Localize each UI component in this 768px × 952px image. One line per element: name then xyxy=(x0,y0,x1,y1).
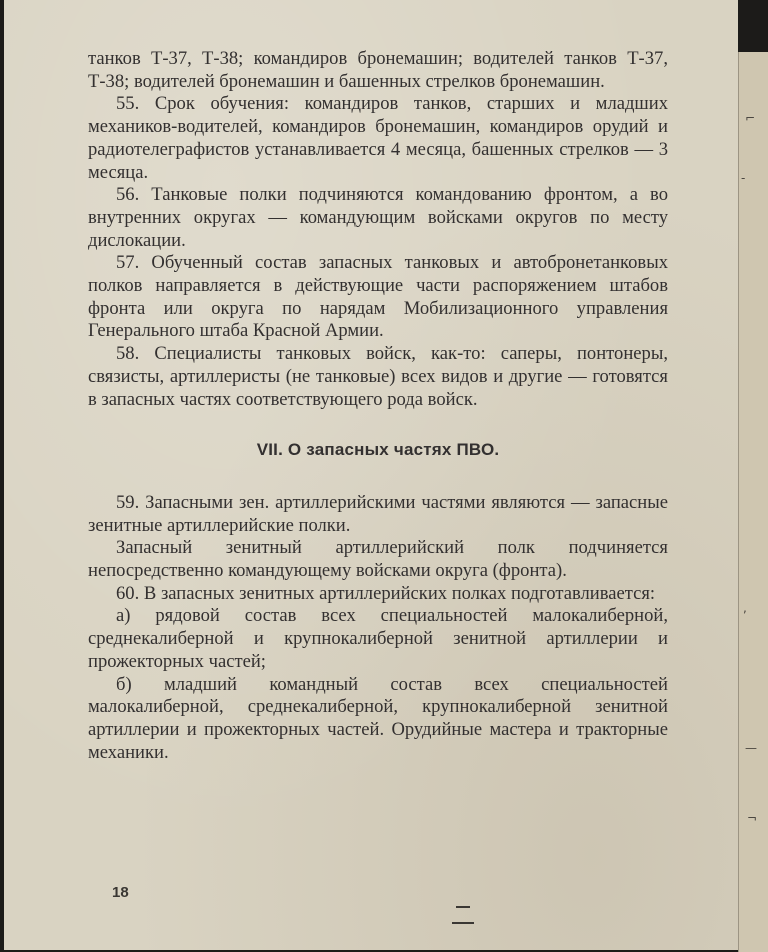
edge-mark: , xyxy=(743,601,747,615)
paragraph-57: 57. Обученный состав запасных танковых и автобронетанковых полков направляется в действующие части распоряжением штабов фронта или округа по нарядам Мобилизационного управления Генерального штаба Красной Армии. xyxy=(88,252,668,342)
paragraph-59: 59. Запасными зен. артиллерийскими частями являются — запасные зенитные артиллерийские полки. xyxy=(88,491,668,536)
paragraph-56: 56. Танковые полки подчиняются командованию фронтом, а во внутренних округах — командующим войсками округов по месту дислокации. xyxy=(88,184,668,251)
section-heading: VII. О запасных частях ПВО. xyxy=(256,440,500,460)
edge-mark: ⌐ xyxy=(745,111,756,125)
print-mark xyxy=(456,906,470,908)
paragraph-55: 55. Срок обучения: командиров танков, старших и младших механиков-водителей, командиров бронемашин, командиров орудий и радиотелеграфистов устанавливается 4 месяца, башенных стрелков — 3 месяца. xyxy=(88,93,668,183)
paragraph-continuation: танков Т-37, Т-38; командиров бронемашин; водителей танков Т-37, Т-38; водителей бронемашин и башенных стрелков бронемашин. xyxy=(88,48,668,92)
paragraph-58: 58. Специалисты танковых войск, как-то: саперы, понтонеры, связисты, артиллеристы (не танковые) всех видов и другие — готовятся в запасных частях соответствующего рода войск. xyxy=(88,343,668,410)
page-text xyxy=(88,48,668,764)
paragraph-60-a: а) рядовой состав всех специальностей малокалиберной, среднекалиберной и крупнокалиберной зенитной артиллерии и прожекторных частей; xyxy=(88,605,668,672)
edge-mark: — xyxy=(745,741,757,755)
adjacent-page-edge xyxy=(738,52,768,952)
edge-mark: ‐ xyxy=(741,171,746,185)
paragraph-59-cont: Запасный зенитный артиллерийский полк подчиняется непосредственно командующему войсками округа (фронта). xyxy=(88,537,668,582)
page-number: 18 xyxy=(112,884,129,901)
paragraph-60: 60. В запасных зенитных артиллерийских полках подготавливается: xyxy=(116,582,656,604)
paragraph-60-b: б) младший командный состав всех специальностей малокалиберной, среднекалиберной, крупнокалиберной зенитной артиллерии и прожекторных частей. Орудийные мастера и тракторные механики. xyxy=(88,673,668,763)
print-mark xyxy=(452,922,474,924)
edge-mark: ¬ xyxy=(747,811,758,825)
